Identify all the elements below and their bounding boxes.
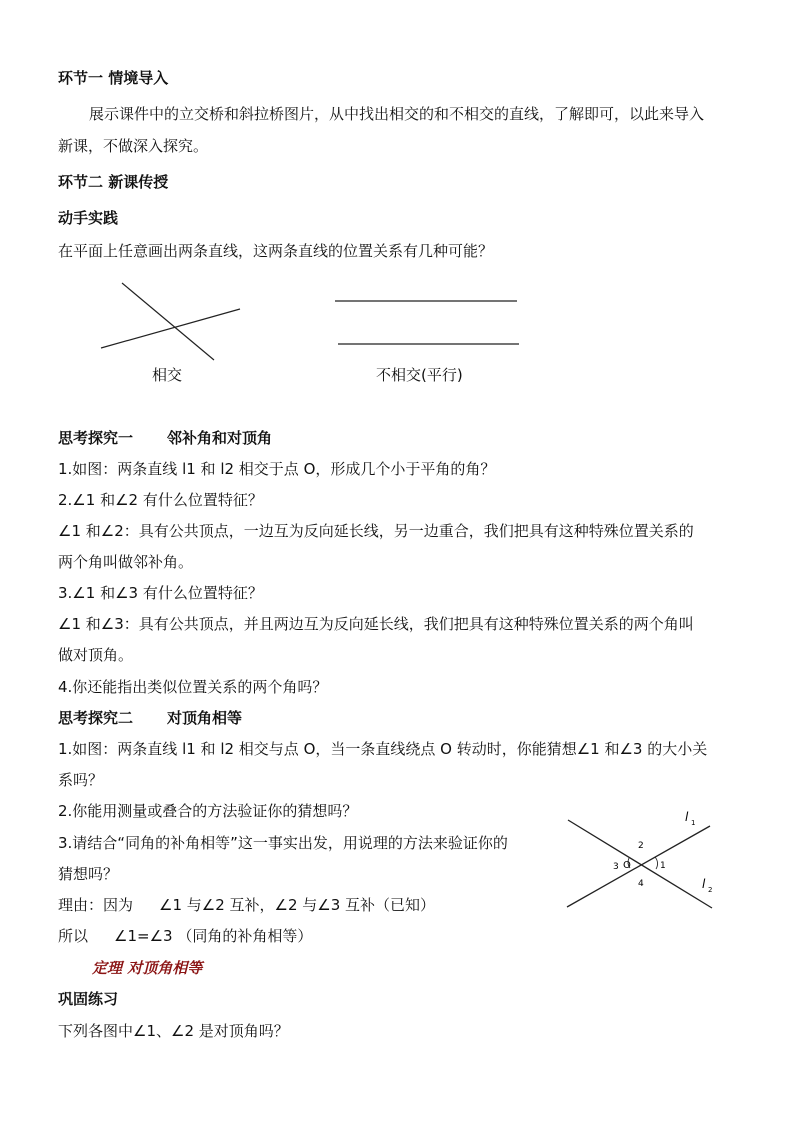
- l2-subscript: 2: [708, 886, 713, 894]
- vertical-angles-svg: [560, 805, 725, 915]
- explore1-q2: 2.∠1 和∠2 有什么位置特征？: [58, 491, 263, 509]
- explore2-q3-line1: 3.请结合“同角的补角相等”这一事实出发，用说理的方法来验证你的: [58, 834, 508, 852]
- reason-prefix: 理由：因为: [58, 896, 134, 914]
- angle1-arc: [655, 857, 658, 869]
- explore1-q1: 1.如图：两条直线 l1 和 l2 相交于点 O，形成几个小于平角的角？: [58, 460, 496, 478]
- exercise-question: 下列各图中∠1、∠2 是对顶角吗？: [58, 1022, 289, 1040]
- angle4-label: 4: [638, 879, 644, 889]
- l1-subscript: 1: [691, 819, 696, 827]
- explore1-title-a: 思考探究一: [58, 429, 134, 447]
- vertical-angles-figure: [560, 805, 725, 915]
- section2-heading: 环节二 新课传授: [58, 173, 169, 191]
- section1-para-line1: 展示课件中的立交桥和斜拉桥图片，从中找出相交的和不相交的直线，了解即可，以此来导入: [89, 105, 705, 123]
- l1-label: l: [685, 810, 689, 824]
- line-l1: [567, 826, 713, 907]
- angle2-label: 2: [638, 841, 644, 851]
- practice-question: 在平面上任意画出两条直线，这两条直线的位置关系有几种可能？: [58, 242, 494, 260]
- practice-title: 动手实践: [58, 209, 119, 227]
- exercise-title: 巩固练习: [58, 990, 119, 1008]
- theorem-statement: 定理 对顶角相等: [92, 959, 203, 977]
- explore1-a2-line1: ∠1 和∠2：具有公共顶点，一边互为反向延长线，另一边重合，我们把具有这种特殊位置关系的: [58, 522, 694, 540]
- section1-heading: 环节一 情境导入: [58, 69, 169, 87]
- explore2-title: [58, 708, 242, 728]
- explore2-q1-line2: 系吗？: [58, 771, 104, 789]
- section1-para-line2: 新课，不做深入探究。: [58, 137, 209, 155]
- point-o-label: O: [623, 860, 631, 871]
- intersect-line-a: [122, 283, 214, 360]
- explore2-q3-line2: 猜想吗？: [58, 865, 119, 883]
- intersect-line-b: [101, 309, 240, 348]
- explore1-title: [58, 428, 272, 448]
- conclusion-prefix: 所以: [58, 927, 89, 945]
- lines-position-figure: [90, 278, 530, 390]
- intersect-label: 相交: [152, 366, 183, 384]
- explore2-title-a: 思考探究二: [58, 709, 134, 727]
- explore1-q4: 4.你还能指出类似位置关系的两个角吗？: [58, 678, 328, 696]
- explore1-title-b: 邻补角和对顶角: [167, 429, 273, 447]
- explore2-reason: [58, 895, 435, 915]
- explore2-conclusion: [58, 926, 312, 946]
- angle3-label: 3: [613, 862, 619, 872]
- explore2-q2: 2.你能用测量或叠合的方法验证你的猜想吗？: [58, 802, 358, 820]
- angle1-label: 1: [660, 861, 666, 871]
- explore1-a3-line1: ∠1 和∠3：具有公共顶点，并且两边互为反向延长线，我们把具有这种特殊位置关系的两个角叫: [58, 615, 694, 633]
- explore1-a3-line2: 做对顶角。: [58, 646, 134, 664]
- explore2-title-b: 对顶角相等: [167, 709, 243, 727]
- explore1-q3: 3.∠1 和∠3 有什么位置特征？: [58, 584, 263, 602]
- explore1-a2-line2: 两个角叫做邻补角。: [58, 553, 194, 571]
- conclusion-body: ∠1=∠3 （同角的补角相等）: [114, 927, 313, 945]
- explore2-q1-line1: 1.如图：两条直线 l1 和 l2 相交与点 O，当一条直线绕点 O 转动时，你能猜想∠1 和∠3 的大小关: [58, 740, 708, 758]
- reason-body: ∠1 与∠2 互补，∠2 与∠3 互补（已知）: [159, 896, 436, 914]
- parallel-label: 不相交(平行): [376, 366, 463, 384]
- l2-label: l: [702, 877, 706, 891]
